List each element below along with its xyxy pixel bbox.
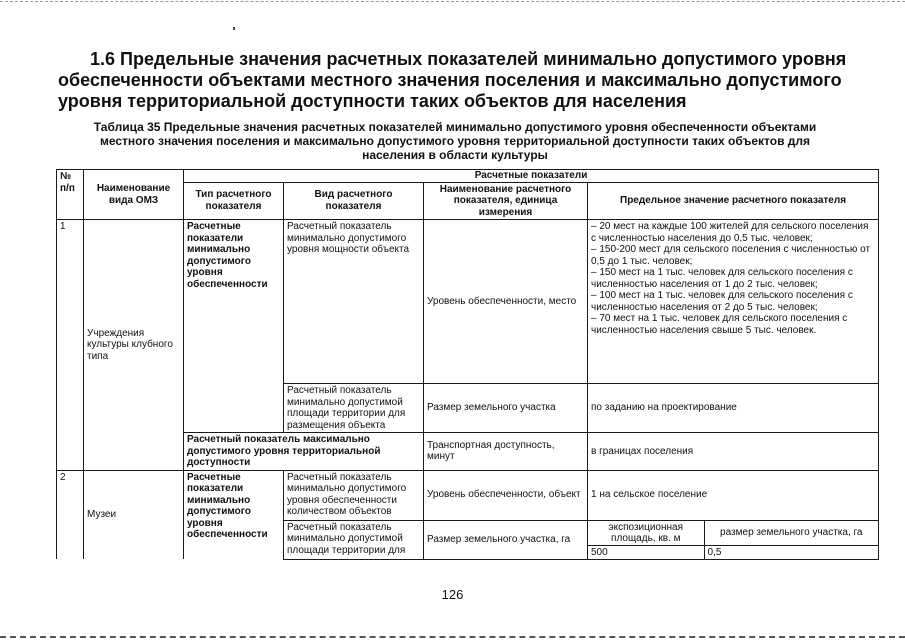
sub-value-exhibit-area: 500: [588, 545, 704, 559]
scan-edge-bottom: [0, 636, 905, 638]
row2-name: Музеи: [84, 470, 184, 559]
row1-indicator-area: Размер земельного участка: [424, 384, 588, 433]
heading-line-1: 1.6 Предельные значения расчетных показателей минимально допустимого уровня: [90, 49, 847, 69]
row2-limit-count: 1 на сельское поселение: [588, 470, 879, 520]
limit-item: – 70 мест на 1 тыс. человек для сельского поселения с численностью населения свыше 5 тыс. человек.: [591, 313, 848, 336]
row2-indicator-count: Уровень обеспеченности, объект: [424, 470, 588, 520]
header-kind: Вид расчетного показателя: [284, 182, 424, 220]
row1-kind-capacity: Расчетный показатель минимально допустимого уровня мощности объекта: [284, 220, 424, 384]
row2-type-min: Расчетные показатели минимально допустимого уровня обеспеченности: [184, 470, 284, 559]
sub-header-land-size: размер земельного участка, га: [704, 521, 878, 546]
caption-line-2: местного значения поселения и максимально допустимого уровня территориальной доступности таких объектов для: [99, 134, 811, 148]
row2-indicator-area: Размер земельного участка, га: [424, 520, 588, 559]
header-indicator: Наименование расчетного показателя, единица измерения: [424, 182, 588, 220]
limit-item: – 150 мест на 1 тыс. человек для сельского поселения с численностью населения от 1 до 2 тыс. человек;: [591, 267, 853, 290]
row1-name: Учреждения культуры клубного типа: [84, 220, 184, 471]
table-caption: [60, 120, 850, 162]
limit-item: – 20 мест на каждые 100 жителей для сельского поселения с численностью населения до 0,5 тыс. человек;: [591, 221, 869, 244]
row1-type-min: Расчетные показатели минимально допустимого уровня обеспеченности: [184, 220, 284, 433]
header-limit: Предельное значение расчетного показателя: [588, 182, 879, 220]
sub-header-exhibit-area: экспозиционная площадь, кв. м: [588, 521, 704, 546]
scan-edge-top: [0, 1, 905, 2]
header-type: Тип расчетного показателя: [184, 182, 284, 220]
row1-type-max: Расчетный показатель максимально допустимого уровня территориальной доступности: [184, 433, 424, 471]
row2-kind-area: Расчетный показатель минимально допустимой площади территории для: [284, 520, 424, 559]
row1-indicator-access: Транспортная доступность, минут: [424, 433, 588, 471]
caption-line-3: населения в области культуры: [362, 148, 548, 162]
section-heading: [58, 49, 858, 112]
row2-limit-area: [588, 520, 879, 559]
row1-limit-access: в границах поселения: [588, 433, 879, 471]
header-group: Расчетные показатели: [184, 170, 879, 183]
culture-standards-table: [56, 169, 879, 560]
limit-item: – 100 мест на 1 тыс. человек для сельского поселения с численностью населения от 2 до 5 тыс. человек;: [591, 290, 853, 313]
row2-kind-count: Расчетный показатель минимально допустимого уровня обеспеченности количеством объектов: [284, 470, 424, 520]
sub-value-land-size: 0,5: [704, 545, 878, 559]
heading-line-2: обеспеченности объектами местного значения поселения и максимально допустимого: [58, 70, 842, 90]
page-number: 126: [441, 587, 464, 602]
limit-item: – 150-200 мест для сельского поселения с численностью от 0,5 до 1 тыс. человек;: [591, 244, 871, 267]
row1-num: 1: [57, 220, 84, 471]
row1-limit-list: [588, 220, 879, 384]
row1-indicator-capacity: Уровень обеспеченности, место: [424, 220, 588, 384]
header-name: Наименование вида ОМЗ: [84, 170, 184, 220]
scan-speck: [233, 27, 235, 30]
museum-area-subtable: [588, 521, 878, 559]
row1-kind-area: Расчетный показатель минимально допустимой площади территории для размещения объекта: [284, 384, 424, 433]
caption-line-1: Таблица 35 Предельные значения расчетных показателей минимально допустимого уровня обеспеченности объектами: [93, 120, 817, 134]
row2-num: 2: [57, 470, 84, 559]
header-num: № п/п: [57, 170, 84, 220]
heading-line-3: уровня территориальной доступности таких объектов для населения: [58, 91, 687, 111]
row1-limit-area: по заданию на проектирование: [588, 384, 879, 433]
